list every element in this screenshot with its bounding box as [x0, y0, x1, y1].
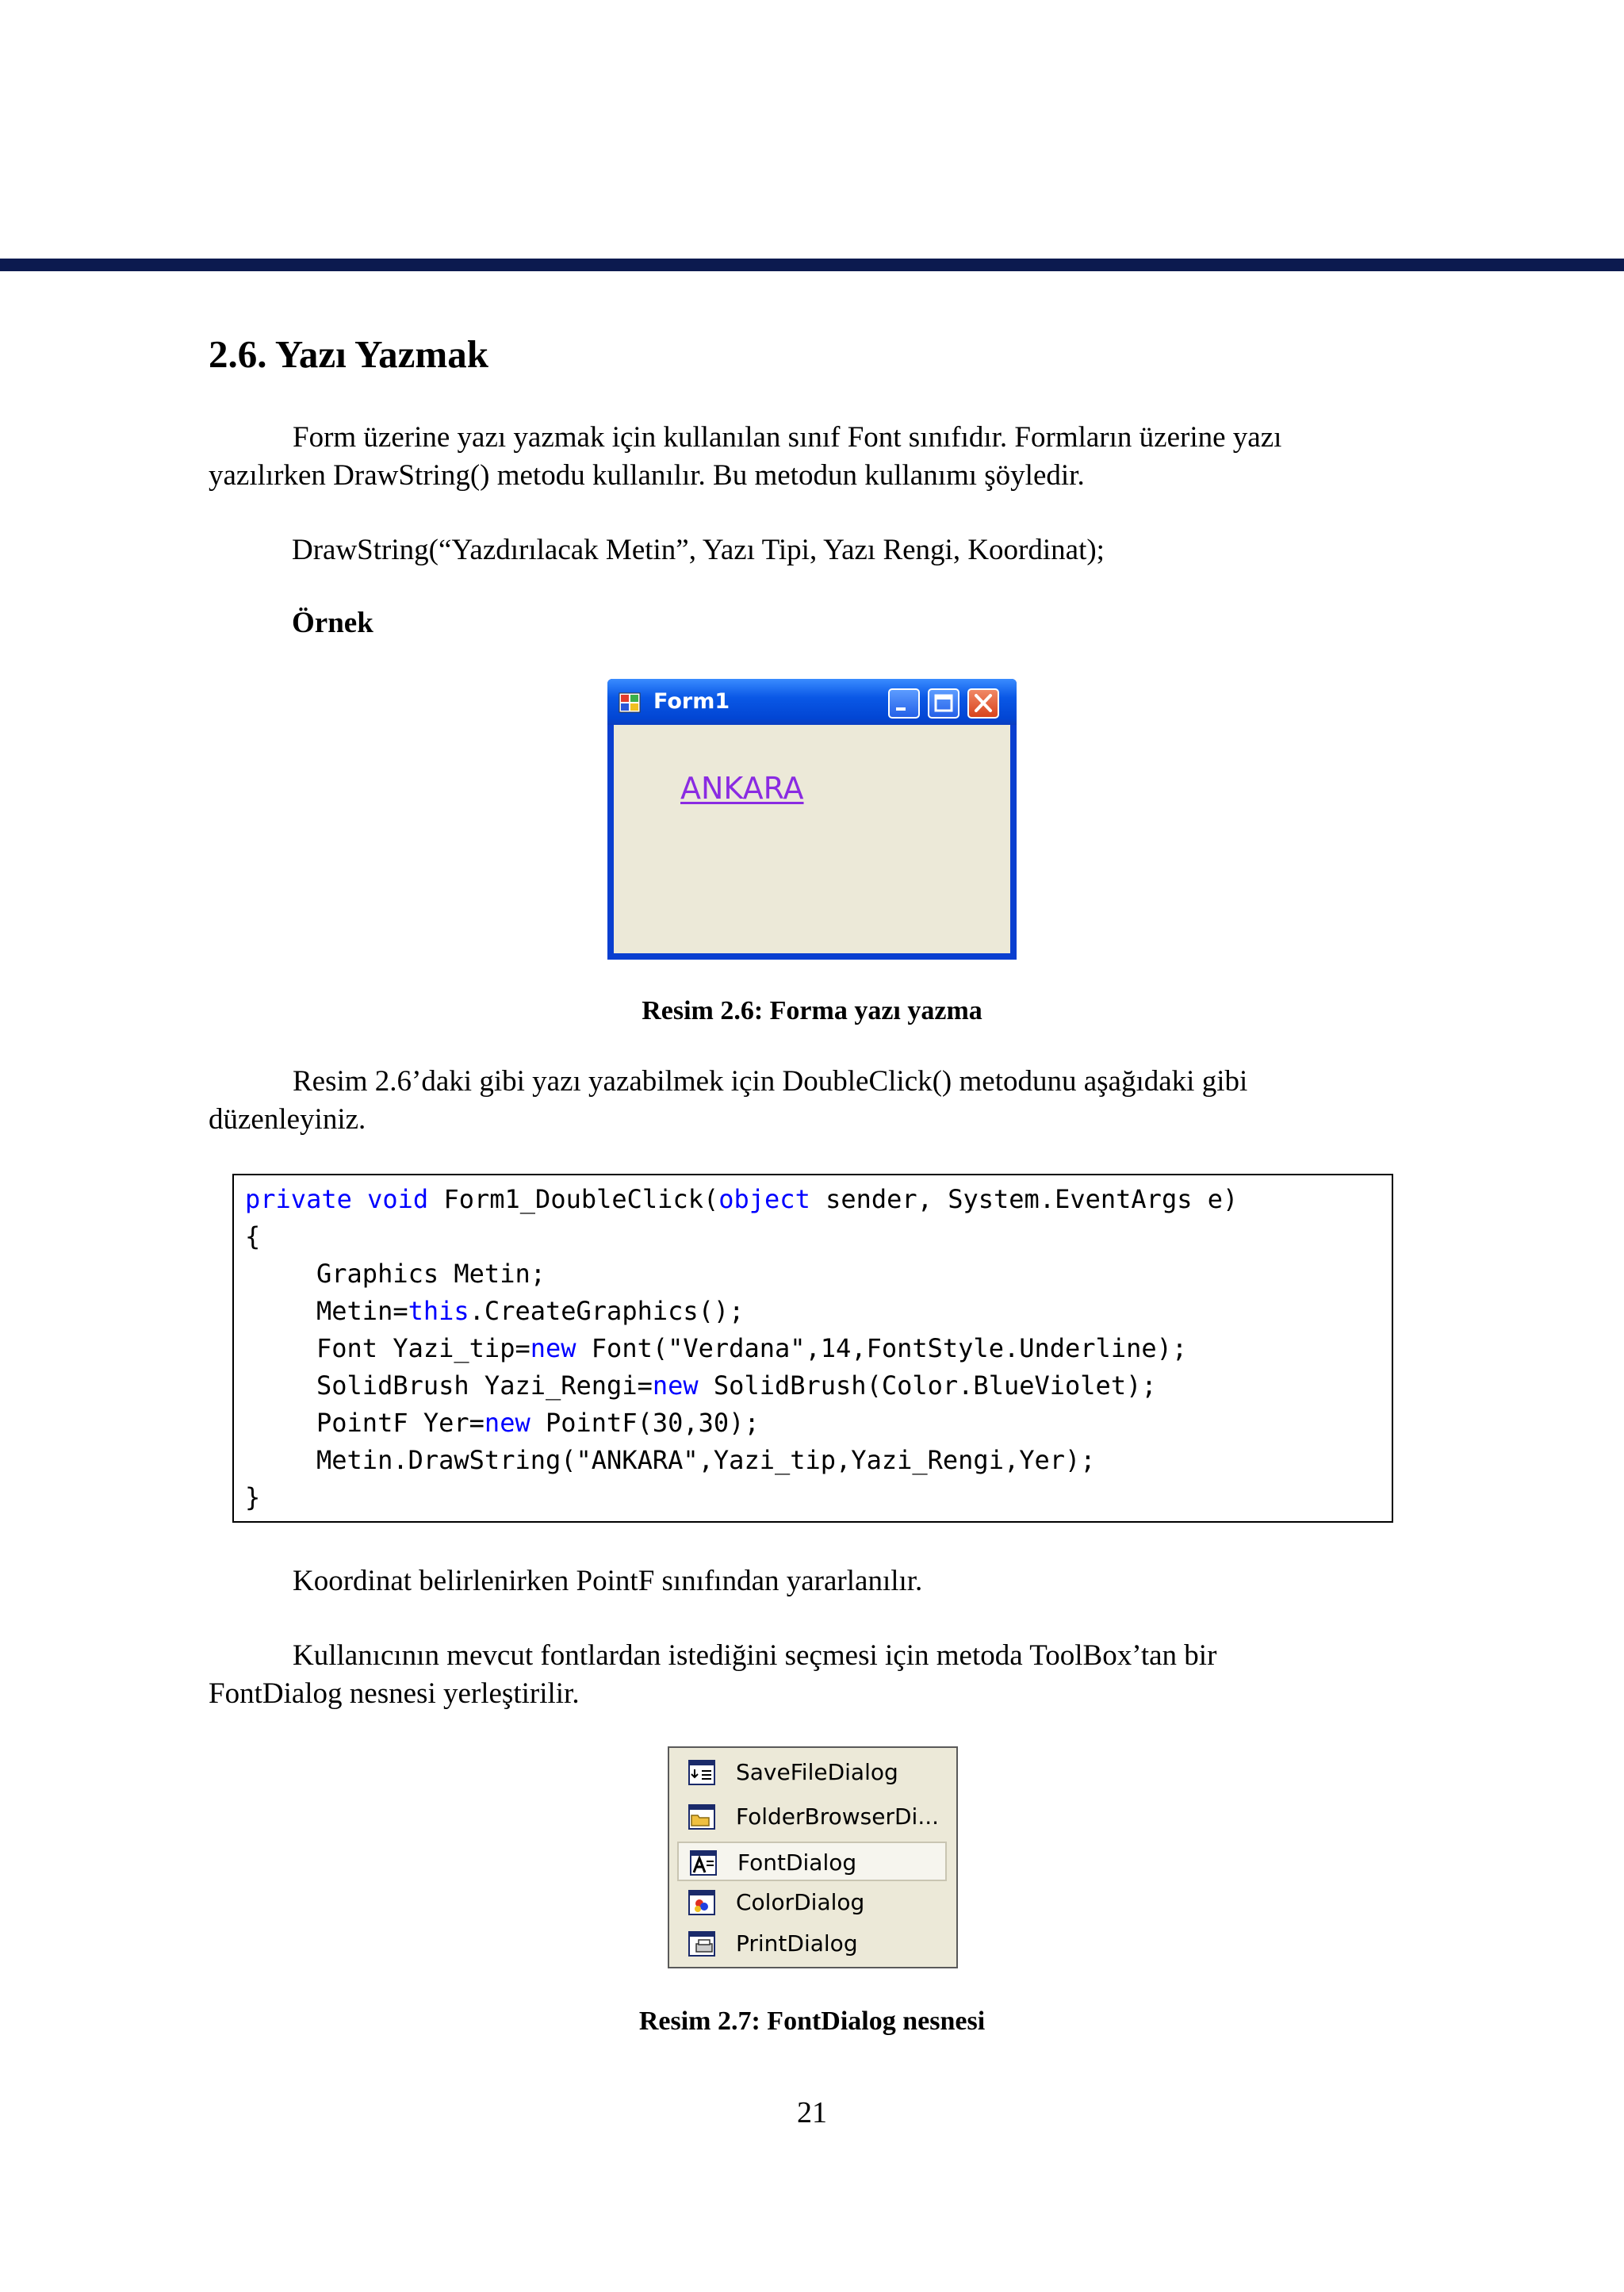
header-rule	[0, 259, 1624, 271]
code-line-4: Metin=this.CreateGraphics();	[316, 1296, 745, 1326]
page-number: 21	[797, 2096, 827, 2129]
code-line-6: SolidBrush Yazi_Rengi=new SolidBrush(Color.BlueViolet);	[316, 1370, 1157, 1401]
toolbox-item-label: FontDialog	[737, 1849, 857, 1876]
toolbox-item-label: PrintDialog	[736, 1930, 858, 1957]
intro-paragraph-line2: yazılırken DrawString() metodu kullanılır. Bu metodun kullanımı şöyledir.	[209, 459, 1085, 492]
example-label: Örnek	[292, 607, 373, 639]
toolbox-item-folderbrowserdialog[interactable]	[677, 1797, 947, 1837]
drawn-text: ANKARA	[680, 771, 804, 806]
code-line-8: Metin.DrawString("ANKARA",Yazi_tip,Yazi_Rengi,Yer);	[316, 1445, 1096, 1475]
minimize-icon	[890, 690, 918, 717]
form1-window	[607, 679, 1017, 960]
window-title: Form1	[653, 689, 730, 714]
paragraph2-line1: Resim 2.6’daki gibi yazı yazabilmek için DoubleClick() metodunu aşağıdaki gibi	[293, 1065, 1248, 1098]
save-file-dialog-icon	[688, 1760, 715, 1785]
code-line-5: Font Yazi_tip=new Font("Verdana",14,FontStyle.Underline);	[316, 1333, 1188, 1363]
paragraph4-line1: Kullanıcının mevcut fontlardan istediğini seçmesi için metoda ToolBox’tan bir	[293, 1639, 1217, 1672]
print-dialog-icon	[688, 1931, 715, 1957]
window-titlebar[interactable]	[607, 679, 1017, 725]
paragraph4-line2: FontDialog nesnesi yerleştirilir.	[209, 1677, 580, 1710]
maximize-icon	[929, 690, 958, 717]
code-line-9: }	[245, 1482, 261, 1512]
minimize-button[interactable]	[888, 688, 920, 719]
toolbox-list	[668, 1746, 958, 1968]
drawstring-signature: DrawString(“Yazdırılacak Metin”, Yazı Tipi, Yazı Rengi, Koordinat);	[292, 534, 1105, 566]
code-block	[232, 1174, 1393, 1523]
figure-caption-1: Resim 2.6: Forma yazı yazma	[642, 996, 982, 1025]
code-line-7: PointF Yer=new PointF(30,30);	[316, 1408, 760, 1438]
toolbox-item-label: ColorDialog	[736, 1889, 865, 1915]
paragraph2-line2: düzenleyiniz.	[209, 1103, 366, 1136]
toolbox-item-printdialog[interactable]	[677, 1924, 947, 1964]
folder-browser-dialog-icon	[688, 1804, 715, 1830]
intro-paragraph-line1: Form üzerine yazı yazmak için kullanılan sınıf Font sınıfıdır. Formların üzerine yazı	[293, 421, 1282, 454]
toolbox-item-label: FolderBrowserDi...	[736, 1803, 940, 1830]
form-app-icon	[619, 692, 641, 713]
maximize-button[interactable]	[928, 688, 959, 719]
toolbox-item-fontdialog[interactable]	[677, 1842, 947, 1881]
toolbox-item-savefiledialog[interactable]	[677, 1753, 947, 1792]
toolbox-item-label: SaveFileDialog	[736, 1759, 898, 1785]
figure-caption-2: Resim 2.7: FontDialog nesnesi	[638, 2006, 986, 2036]
toolbox-item-colordialog[interactable]	[677, 1883, 947, 1922]
color-dialog-icon	[688, 1890, 715, 1915]
paragraph3: Koordinat belirlenirken PointF sınıfından yararlanılır.	[293, 1565, 923, 1597]
code-line-1: private void Form1_DoubleClick(object sender, System.EventArgs e)	[245, 1184, 1239, 1214]
code-line-3: Graphics Metin;	[316, 1259, 546, 1289]
window-client-area[interactable]	[614, 725, 1010, 953]
close-icon	[969, 690, 998, 717]
section-heading: 2.6. Yazı Yazmak	[209, 332, 488, 376]
code-line-2: {	[245, 1221, 261, 1251]
font-dialog-icon	[690, 1850, 717, 1876]
close-button[interactable]	[967, 688, 999, 719]
